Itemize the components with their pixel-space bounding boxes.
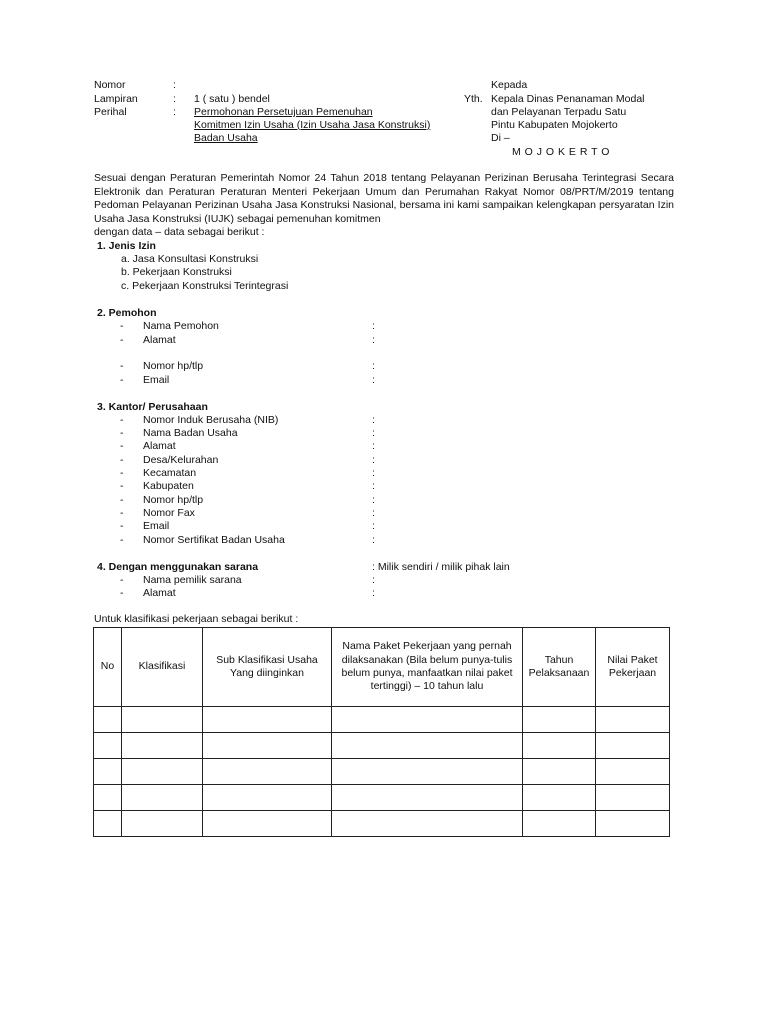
field-colon: :	[372, 507, 375, 519]
recipient-line-3: Pintu Kabupaten Mojokerto	[491, 119, 618, 131]
table-cell	[523, 759, 596, 785]
field-colon: :	[372, 454, 375, 466]
perihal-line-1: Permohonan Persetujuan Pemenuhan	[194, 106, 373, 118]
table-cell	[596, 785, 670, 811]
section-1-item-a: a. Jasa Konsultasi Konstruksi	[121, 253, 259, 265]
section-1-title: 1. Jenis Izin	[97, 240, 156, 252]
perihal-line-2: Komitmen Izin Usaha (Izin Usaha Jasa Konstruksi)	[194, 119, 431, 131]
section-1-item-c: c. Pekerjaan Konstruksi Terintegrasi	[121, 280, 289, 292]
header-nilai-paket: Nilai Paket Pekerjaan	[596, 628, 670, 707]
table-cell	[122, 785, 203, 811]
field-label-nomor-hp-kantor: Nomor hp/tlp	[143, 494, 204, 506]
list-dash: -	[120, 520, 124, 532]
field-label-desa: Desa/Kelurahan	[143, 454, 219, 466]
recipient-city: M O J O K E R T O	[512, 146, 610, 158]
field-label-email: Email	[143, 374, 170, 386]
list-dash: -	[120, 374, 124, 386]
header-no: No	[94, 628, 122, 707]
field-label-nomor-sertifikat: Nomor Sertifikat Badan Usaha	[143, 534, 285, 546]
header-tahun: Tahun Pelaksanaan	[523, 628, 596, 707]
kepada-label: Kepada	[491, 79, 528, 91]
list-dash: -	[120, 320, 124, 332]
intro-text: Sesuai dengan Peraturan Pemerintah Nomor 24 Tahun 2018 tentang Pelayanan Perizinan Berusaha Terintegrasi Secara Elektronik dan Peraturan Peraturan Menteri Pekerjaan Umum dan Perumahan Rakyat Nomor 08/PRT/M/2019 tentang Pedoman Pelayanan Perizinan Usaha Jasa Konstruksi Nasional, bersama ini kami sampaikan kelengkapan persyaratan Izin Usaha Jasa Konstruksi (IUJK) sebagai pemenuhan komitmen	[94, 172, 674, 225]
table-caption: Untuk klasifikasi pekerjaan sebagai berikut :	[94, 613, 299, 625]
recipient-line-2: dan Pelayanan Terpadu Satu	[491, 106, 627, 118]
list-dash: -	[120, 427, 124, 439]
table-row	[94, 707, 670, 733]
header-sub-klasifikasi: Sub Klasifikasi Usaha Yang diinginkan	[203, 628, 332, 707]
field-label-kabupaten: Kabupaten	[143, 480, 194, 492]
field-label-alamat-kantor: Alamat	[143, 440, 176, 452]
field-label-nomor-hp: Nomor hp/tlp	[143, 360, 204, 372]
list-dash: -	[120, 534, 124, 546]
field-colon: :	[372, 480, 375, 492]
table-cell	[523, 733, 596, 759]
table-cell	[122, 733, 203, 759]
table-cell	[523, 707, 596, 733]
list-dash: -	[120, 574, 124, 586]
table-cell	[94, 759, 122, 785]
table-cell	[203, 733, 332, 759]
field-colon: :	[372, 494, 375, 506]
table-cell	[94, 733, 122, 759]
list-dash: -	[120, 414, 124, 426]
field-colon: :	[372, 334, 375, 346]
field-label-email-kantor: Email	[143, 520, 170, 532]
table-cell	[523, 785, 596, 811]
yth-label: Yth.	[464, 93, 483, 105]
field-colon: :	[372, 414, 375, 426]
table-cell	[203, 759, 332, 785]
table-cell	[122, 759, 203, 785]
field-colon: :	[372, 574, 375, 586]
table-header-row	[94, 628, 670, 707]
field-label-alamat-sarana: Alamat	[143, 587, 176, 599]
table-cell	[94, 811, 122, 837]
perihal-colon: :	[173, 106, 176, 118]
field-colon: :	[372, 440, 375, 452]
field-label-alamat: Alamat	[143, 334, 176, 346]
table-cell	[596, 811, 670, 837]
table-cell	[203, 811, 332, 837]
list-dash: -	[120, 454, 124, 466]
field-colon: :	[372, 467, 375, 479]
table-cell	[122, 811, 203, 837]
table-cell	[596, 733, 670, 759]
field-label-nama-pemilik-sarana: Nama pemilik sarana	[143, 574, 242, 586]
field-label-nama-pemohon: Nama Pemohon	[143, 320, 219, 332]
field-colon: :	[372, 427, 375, 439]
field-label-nomor-fax: Nomor Fax	[143, 507, 195, 519]
table-cell	[523, 811, 596, 837]
table-cell	[332, 785, 523, 811]
table-cell	[122, 707, 203, 733]
list-dash: -	[120, 440, 124, 452]
field-label-nib: Nomor Induk Berusaha (NIB)	[143, 414, 279, 426]
section-3-title: 3. Kantor/ Perusahaan	[97, 401, 208, 413]
table-row	[94, 733, 670, 759]
table-cell	[94, 707, 122, 733]
table-cell	[596, 707, 670, 733]
intro-last-line: dengan data – data sebagai berikut :	[94, 226, 265, 238]
table-cell	[94, 785, 122, 811]
list-dash: -	[120, 480, 124, 492]
intro-paragraph	[94, 172, 674, 240]
field-colon: :	[372, 320, 375, 332]
section-4-title: 4. Dengan menggunakan sarana	[97, 561, 259, 573]
table-row	[94, 811, 670, 837]
table-cell	[332, 759, 523, 785]
nomor-colon: :	[173, 79, 176, 91]
klasifikasi-table	[93, 627, 670, 837]
list-dash: -	[120, 587, 124, 599]
lampiran-colon: :	[173, 93, 176, 105]
table-cell	[332, 733, 523, 759]
table-cell	[332, 811, 523, 837]
field-colon: :	[372, 534, 375, 546]
field-colon: :	[372, 360, 375, 372]
lampiran-label: Lampiran	[94, 93, 138, 105]
nomor-label: Nomor	[94, 79, 126, 91]
table-body	[94, 707, 670, 837]
recipient-line-4: Di –	[491, 132, 510, 144]
field-label-nama-badan-usaha: Nama Badan Usaha	[143, 427, 238, 439]
lampiran-value: 1 ( satu ) bendel	[194, 93, 270, 105]
header-nama-paket: Nama Paket Pekerjaan yang pernah dilaksanakan (Bila belum punya-tulis belum punya, manfaatkan nilai paket tertinggi) – 10 tahun lalu	[332, 628, 523, 707]
perihal-label: Perihal	[94, 106, 127, 118]
table-cell	[203, 707, 332, 733]
list-dash: -	[120, 467, 124, 479]
list-dash: -	[120, 334, 124, 346]
header-klasifikasi: Klasifikasi	[122, 628, 203, 707]
section-1-item-b: b. Pekerjaan Konstruksi	[121, 266, 232, 278]
table-cell	[203, 785, 332, 811]
table-row	[94, 759, 670, 785]
list-dash: -	[120, 507, 124, 519]
field-label-kecamatan: Kecamatan	[143, 467, 197, 479]
list-dash: -	[120, 360, 124, 372]
table-row	[94, 785, 670, 811]
field-colon: :	[372, 520, 375, 532]
table-cell	[332, 707, 523, 733]
section-2-title: 2. Pemohon	[97, 307, 157, 319]
list-dash: -	[120, 494, 124, 506]
field-colon: :	[372, 587, 375, 599]
sarana-value: : Milik sendiri / milik pihak lain	[372, 561, 510, 573]
recipient-line-1: Kepala Dinas Penanaman Modal	[491, 93, 645, 105]
perihal-line-3: Badan Usaha	[194, 132, 258, 144]
table-cell	[596, 759, 670, 785]
field-colon: :	[372, 374, 375, 386]
